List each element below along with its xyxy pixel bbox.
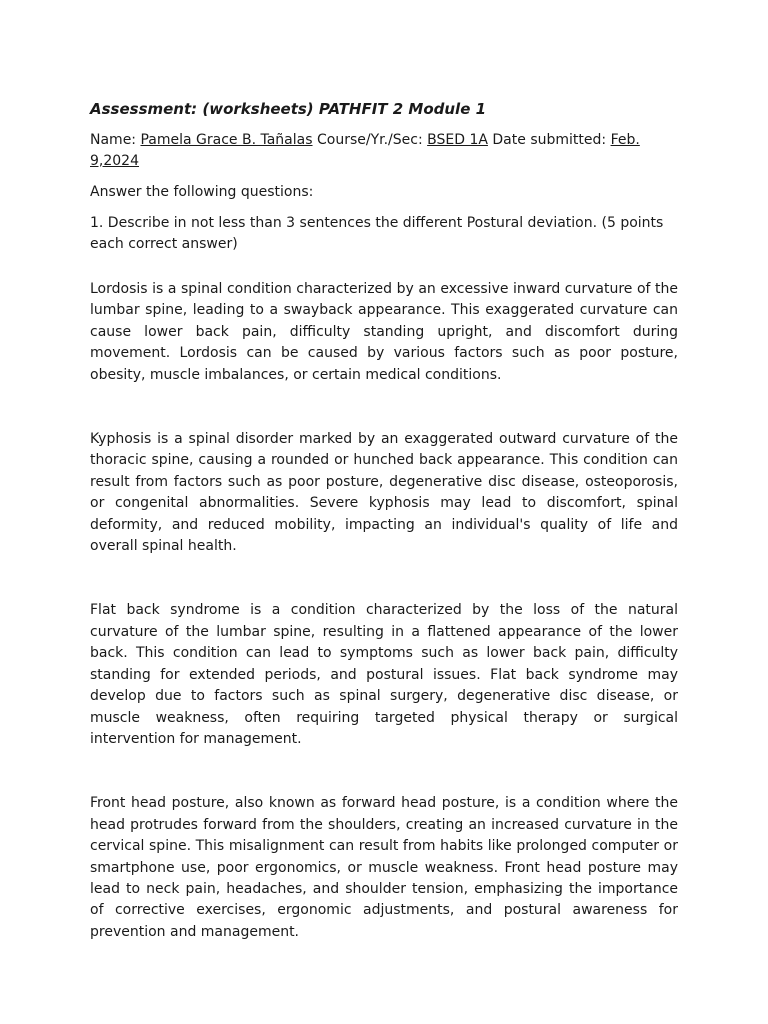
student-info-line xyxy=(90,130,678,172)
document-page xyxy=(90,98,678,943)
course-value: BSED 1A xyxy=(427,132,488,148)
date-value: Feb. 9,2024 xyxy=(90,132,640,169)
date-label: Date submitted: xyxy=(492,132,607,148)
answer-lordosis: Lordosis is a spinal condition characterized by an excessive inward curvature of the lumbar spine, leading to a swayback appearance. This exaggerated curvature can cause lower back pain, difficulty standing upright, and discomfort during movement. Lordosis can be caused by various factors such as poor posture, obesity, muscle imbalances, or certain medical conditions. xyxy=(90,281,678,383)
spacer xyxy=(90,750,678,793)
answer-kyphosis: Kyphosis is a spinal disorder marked by an exaggerated outward curvature of the thoracic spine, causing a rounded or hunched back appearance. This condition can result from factors such as poor posture, degenerative disc disease, osteoporosis, or congenital abnormalities. Severe kyphosis may lead to discomfort, spinal deformity, and reduced mobility, impacting an individual's quality of life and overall spinal health. xyxy=(90,431,678,555)
answer-front-head: Front head posture, also known as forward head posture, is a condition where the head protrudes forward from the shoulders, creating an increased curvature in the cervical spine. This misalignment can result from habits like prolonged computer or smartphone use, poor ergonomics, or muscle weakness. Front head posture may lead to neck pain, headaches, and shoulder tension, emphasizing the importance of corrective exercises, ergonomic adjustments, and postural awareness for prevention and management. xyxy=(90,795,678,940)
document-title: Assessment: (worksheets) PATHFIT 2 Module 1 xyxy=(90,100,487,118)
question-text: 1. Describe in not less than 3 sentences the different Postural deviation. (5 points each correct answer) xyxy=(90,215,664,252)
spacer xyxy=(90,386,678,429)
course-label: Course/Yr./Sec: xyxy=(316,132,423,148)
name-value: Pamela Grace B. Tañalas xyxy=(140,132,313,148)
answer-flat-back: Flat back syndrome is a condition characterized by the loss of the natural curvature of the lumbar spine, resulting in a flattened appearance of the lower back. This condition can lead to symptoms such as lower back pain, difficulty standing for extended periods, and postural issues. Flat back syndrome may develop due to factors such as spinal surgery, degenerative disc disease, or muscle weakness, often requiring targeted physical therapy or surgical intervention for management. xyxy=(90,602,678,747)
name-label: Name: xyxy=(90,132,137,148)
instruction-text: Answer the following questions: xyxy=(90,184,314,200)
spacer xyxy=(90,255,678,279)
spacer xyxy=(90,557,678,600)
